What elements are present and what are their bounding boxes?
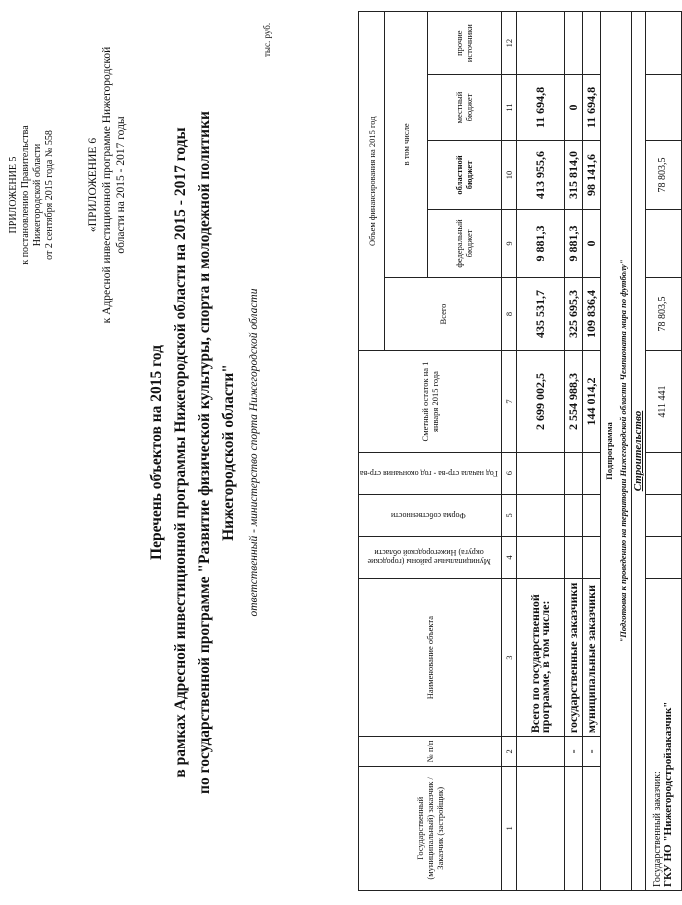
decree-line-3: Нижегородской области bbox=[32, 143, 43, 247]
cell-empty bbox=[645, 12, 681, 75]
hdr-funding-group: Объем финансирования на 2015 год bbox=[359, 12, 385, 351]
hdr-years-text: Год начала стр-ва - год окончания стр-ва bbox=[360, 468, 498, 478]
col-index: 1 bbox=[501, 766, 516, 890]
cell-empty bbox=[645, 210, 681, 277]
units-label: тыс. руб. bbox=[262, 22, 272, 57]
hdr-customer: Государственный (муниципальный) заказчик / Заказчик (застройщик) bbox=[359, 766, 502, 890]
section-row bbox=[631, 12, 645, 891]
table-row bbox=[564, 12, 582, 891]
table-row bbox=[582, 12, 600, 891]
row-name: государственные заказчики bbox=[564, 579, 582, 737]
cell-empty bbox=[645, 494, 681, 536]
cell-empty bbox=[582, 766, 600, 890]
cell-empty bbox=[645, 452, 681, 494]
hdr-regional: областной бюджет bbox=[427, 140, 501, 210]
subprogram-row bbox=[600, 12, 631, 891]
decree-line-1: ПРИЛОЖЕНИЕ 5 bbox=[8, 156, 19, 234]
col-index: 7 bbox=[501, 351, 516, 452]
hdr-federal: федеральный бюджет bbox=[427, 210, 501, 277]
cell-empty bbox=[564, 452, 582, 494]
cell-empty bbox=[645, 75, 681, 140]
appendix-header bbox=[86, 25, 128, 345]
col-index: 4 bbox=[501, 536, 516, 578]
row-mark: - bbox=[582, 737, 600, 767]
cell-empty bbox=[564, 536, 582, 578]
row-regional: 98 141,6 bbox=[582, 140, 600, 210]
title-line-1: Перечень объектов на 2015 год bbox=[148, 345, 165, 560]
table-row bbox=[516, 12, 564, 891]
row-local: 11 694,8 bbox=[582, 75, 600, 140]
customer-name: ГКУ НО "Нижегородстройзаказчик" bbox=[662, 701, 675, 887]
hdr-estimate: Сметный остаток на 1 января 2015 года bbox=[359, 351, 502, 452]
title-line-4: Нижегородской области" bbox=[220, 364, 237, 541]
col-index: 9 bbox=[501, 210, 516, 277]
row-total: 325 695,3 bbox=[564, 277, 582, 351]
row-estimate: 2 554 988,3 bbox=[564, 351, 582, 452]
objects-table bbox=[358, 11, 682, 891]
row-total: 435 531,7 bbox=[516, 277, 564, 351]
row-name: муниципальные заказчики bbox=[582, 579, 600, 737]
title-line-2: в рамках Адресной инвестиционной программы Нижегородской области на 2015 - 2017 годы bbox=[172, 127, 189, 778]
cell-empty bbox=[516, 536, 564, 578]
col-index: 8 bbox=[501, 277, 516, 351]
hdr-years bbox=[359, 452, 502, 494]
section-title: Строительство bbox=[631, 12, 645, 891]
cell-empty bbox=[516, 494, 564, 536]
row-regional: 413 955,6 bbox=[516, 140, 564, 210]
subprogram-name: "Подготовка к проведению на территории Нижегородской области Чемпионата мира по футболу" bbox=[617, 259, 628, 643]
row-federal: 0 bbox=[582, 210, 600, 277]
row-regional: 315 814,0 bbox=[564, 140, 582, 210]
title-line-3: по государственной программе "Развитие физической культуры, спорта и молодежной политики bbox=[196, 111, 213, 794]
row-estimate: 144 014,2 bbox=[582, 351, 600, 452]
appendix-line-1: «ПРИЛОЖЕНИЕ 6 bbox=[87, 137, 99, 233]
row-total: 109 836,4 bbox=[582, 277, 600, 351]
hdr-name: Наименование объекта bbox=[359, 579, 502, 737]
subprogram-label: Подпрограмма bbox=[603, 422, 614, 480]
row-local: 0 bbox=[564, 75, 582, 140]
cell-empty bbox=[582, 536, 600, 578]
col-index: 6 bbox=[501, 452, 516, 494]
hdr-total: Всего bbox=[385, 277, 502, 351]
hdr-num: № п/п bbox=[359, 737, 502, 767]
col-index: 3 bbox=[501, 579, 516, 737]
row-federal: 9 881,3 bbox=[564, 210, 582, 277]
row-other bbox=[582, 12, 600, 75]
customer-total: 78 803,5 bbox=[645, 277, 681, 351]
hdr-other: прочие источники bbox=[427, 12, 501, 75]
customer-regional: 78 803,5 bbox=[645, 140, 681, 210]
responsible-line: ответственный - министерство спорта Нижегородской области bbox=[248, 288, 260, 617]
decree-line-4: от 2 сентября 2015 года № 558 bbox=[44, 130, 55, 260]
cell-empty bbox=[582, 494, 600, 536]
cell-empty bbox=[516, 452, 564, 494]
col-index: 5 bbox=[501, 494, 516, 536]
col-index: 11 bbox=[501, 75, 516, 140]
cell-empty bbox=[516, 766, 564, 890]
hdr-ownership bbox=[359, 494, 502, 536]
appendix-line-3: области на 2015 - 2017 годы bbox=[115, 116, 127, 254]
hdr-ownership-text: Форма собственности bbox=[391, 510, 467, 520]
customer-cell bbox=[645, 579, 681, 891]
decree-header bbox=[8, 45, 56, 345]
row-other bbox=[564, 12, 582, 75]
col-index: 10 bbox=[501, 140, 516, 210]
hdr-district bbox=[359, 536, 502, 578]
customer-label: Государственный заказчик: bbox=[652, 771, 664, 887]
row-estimate: 2 699 002,5 bbox=[516, 351, 564, 452]
column-index-row bbox=[501, 12, 516, 891]
appendix-line-2: к Адресной инвестиционной программе Нижегородской bbox=[101, 46, 113, 324]
col-index: 2 bbox=[501, 737, 516, 767]
subprogram-cell bbox=[600, 12, 631, 891]
row-local: 11 694,8 bbox=[516, 75, 564, 140]
hdr-incl: в том числе bbox=[385, 12, 428, 278]
table-row bbox=[645, 12, 681, 891]
row-federal: 9 881,3 bbox=[516, 210, 564, 277]
cell-empty bbox=[582, 452, 600, 494]
decree-line-2: к постановлению Правительства bbox=[20, 125, 31, 265]
row-mark: - bbox=[564, 737, 582, 767]
hdr-district-text: Муниципальные районы (городские округа) Нижегородской области bbox=[367, 548, 491, 567]
row-other bbox=[516, 12, 564, 75]
cell-empty bbox=[645, 536, 681, 578]
customer-estimate: 411 441 bbox=[645, 351, 681, 452]
row-mark bbox=[516, 737, 564, 767]
cell-empty bbox=[564, 766, 582, 890]
cell-empty bbox=[564, 494, 582, 536]
row-name: Всего по государственной программе, в том числе: bbox=[516, 579, 564, 737]
hdr-local: местный бюджет bbox=[427, 75, 501, 140]
col-index: 12 bbox=[501, 12, 516, 75]
